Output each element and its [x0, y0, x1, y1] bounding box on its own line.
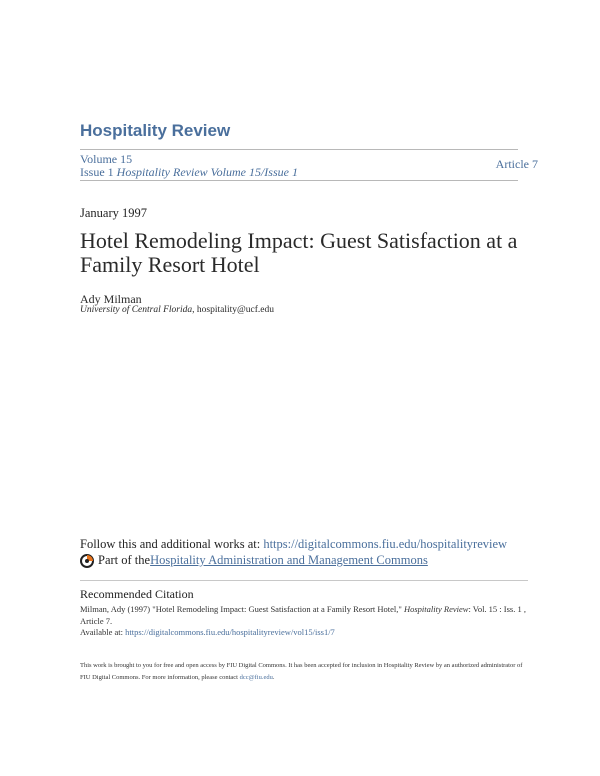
commons-link[interactable]: Hospitality Administration and Management Commons	[150, 553, 428, 567]
citation-divider	[80, 580, 528, 581]
publication-date: January 1997	[80, 206, 147, 220]
notice-end: .	[272, 674, 275, 681]
partof-line	[80, 553, 428, 568]
affiliation-institution: University of Central Florida	[80, 305, 193, 315]
contact-email-link[interactable]: dcc@fiu.edu	[239, 674, 273, 681]
open-access-icon	[80, 554, 94, 568]
available-label: Available at:	[80, 627, 126, 637]
author-affiliation	[80, 305, 274, 315]
article-number: Article 7	[495, 157, 538, 171]
citation-heading: Recommended Citation	[80, 587, 194, 601]
citation-text	[80, 603, 530, 627]
affiliation-email: , hospitality@ucf.edu	[192, 305, 274, 315]
header-top-divider	[80, 149, 518, 150]
available-url-link[interactable]: https://digitalcommons.fiu.edu/hospitalityreview/vol15/iss1/7	[125, 627, 335, 637]
header-bottom-divider	[80, 180, 518, 181]
volume-link[interactable]: Volume 15	[80, 152, 133, 166]
follow-url-link[interactable]: https://digitalcommons.fiu.edu/hospitalityreview	[263, 537, 508, 551]
available-line	[80, 627, 335, 637]
citation-before: Milman, Ady (1997) "Hotel Remodeling Impact: Guest Satisfaction at a Family Resort Hotel,"	[80, 604, 404, 614]
issue-prefix-link[interactable]: Issue 1	[80, 165, 114, 179]
citation-journal: Hospitality Review	[403, 604, 469, 614]
notice-text: This work is brought to you for free and open access by FIU Digital Commons. It has been accepted for inclusion in Hospitality Review by an authorized administrator of FIU Digital Commons. For more information, please contact	[80, 662, 523, 681]
follow-line	[80, 537, 507, 552]
follow-label: Follow this and additional works at:	[80, 537, 264, 551]
partof-label: Part of the	[98, 553, 151, 567]
author-name: Ady Milman	[80, 292, 142, 306]
issue-journal-link[interactable]: Hospitality Review Volume 15/Issue 1	[116, 165, 298, 179]
journal-title[interactable]: Hospitality Review	[80, 121, 231, 140]
issue-line	[80, 165, 298, 180]
paper-title: Hotel Remodeling Impact: Guest Satisfaction at a Family Resort Hotel	[80, 228, 518, 277]
citation-after: : Vol. 15 : Iss. 1 , Article 7.	[80, 604, 526, 626]
access-notice	[80, 660, 530, 684]
